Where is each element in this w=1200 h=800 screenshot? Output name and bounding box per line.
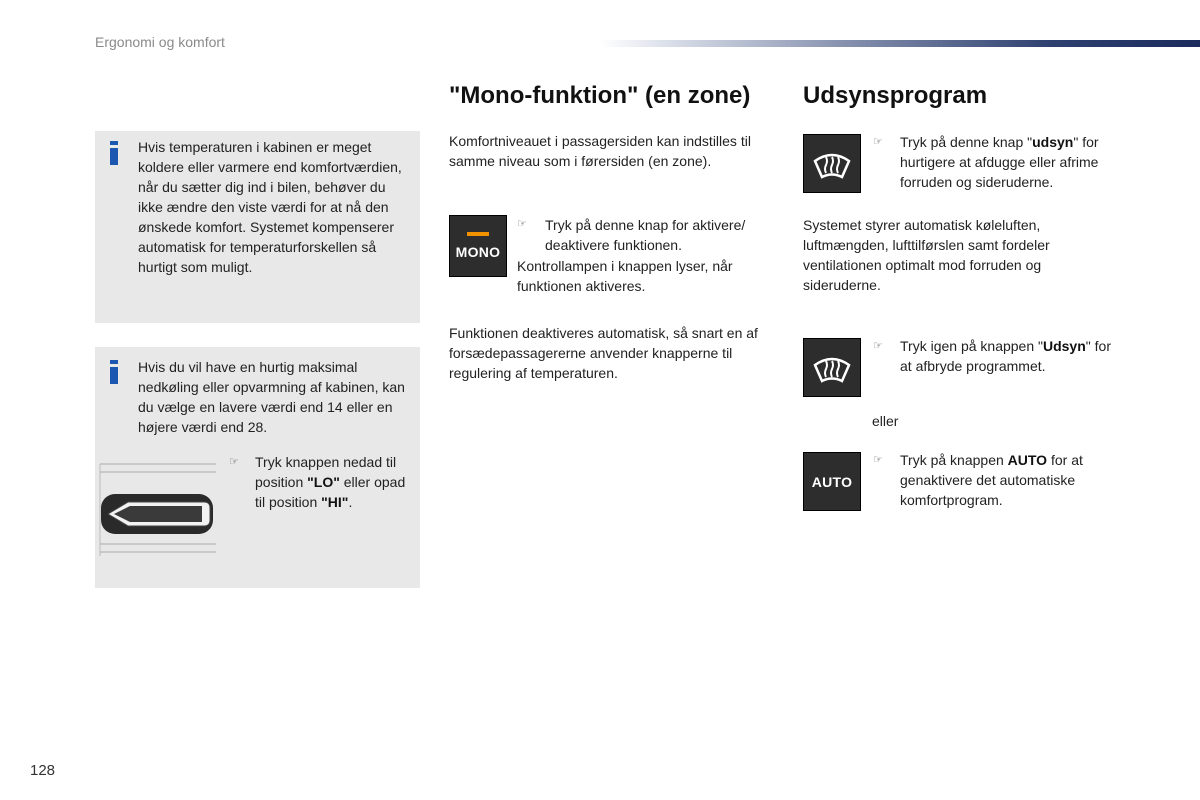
mono-title: "Mono-funktion" (en zone) bbox=[449, 82, 751, 109]
udsyn-step2 bbox=[900, 336, 1125, 376]
udsyn-step2-text-end: " for at afbryde programmet. bbox=[900, 338, 1111, 374]
defrost-button-2[interactable] bbox=[803, 338, 861, 397]
info-text-quick-cooling: Hvis du vil have en hurtig maksimal nedkøling eller opvarmning af kabinen, kan du vælge en lavere værdi end 14 eller en højere værdi end 28. bbox=[138, 359, 405, 435]
udsyn-step2-text: Tryk igen på knappen " bbox=[900, 338, 1043, 354]
mono-indicator-lamp bbox=[467, 232, 489, 236]
udsyn-step3-text: Tryk på knappen bbox=[900, 452, 1008, 468]
lo-label: "LO" bbox=[307, 474, 340, 490]
step-lo-hi-text: Tryk knappen nedad til position bbox=[255, 454, 397, 490]
step-lo-hi-text-mid: eller opad til position bbox=[255, 474, 406, 510]
udsyn-keyword-2: Udsyn bbox=[1042, 338, 1086, 354]
step-lo-hi bbox=[255, 452, 415, 512]
mono-button-label: MONO bbox=[455, 244, 501, 260]
mono-intro: Komfortniveauet i passagersiden kan indstilles til samme niveau som i førersiden (en zone). bbox=[449, 133, 751, 169]
windshield-defrost-icon bbox=[812, 351, 852, 385]
finger-pointer-icon: ☞ bbox=[873, 136, 883, 148]
defrost-button[interactable] bbox=[803, 134, 861, 193]
hi-label: "HI" bbox=[321, 494, 349, 510]
mono-step: Tryk på denne knap for aktivere/ deaktivere funktionen. bbox=[545, 217, 746, 253]
udsyn-step3 bbox=[900, 450, 1125, 510]
udsyn-system-text: Systemet styrer automatisk køleluften, luftmængden, lufttilførslen samt fordeler ventilationen optimalt mod forruden og sideruderne. bbox=[803, 217, 1050, 293]
mono-button[interactable] bbox=[449, 215, 507, 277]
mono-lamp-note: Kontrollampen i knappen lyser, når funktionen aktiveres. bbox=[517, 258, 733, 294]
auto-button[interactable] bbox=[803, 452, 861, 511]
info-icon bbox=[110, 360, 118, 384]
section-title: Ergonomi og komfort bbox=[95, 34, 225, 50]
mono-auto-off: Funktionen deaktiveres automatisk, så snart en af forsædepassagererne anvender knapperne til regulering af temperaturen. bbox=[449, 325, 758, 381]
auto-button-label: AUTO bbox=[811, 473, 853, 490]
udsyn-step1 bbox=[900, 132, 1125, 192]
auto-keyword: AUTO bbox=[1007, 452, 1048, 468]
info-text-temperature: Hvis temperaturen i kabinen er meget koldere eller varmere end komfortværdien, når du sætter dig ind i bilen, behøver du ikke ændre den viste værdi for at nå den ønskede komfort. Systemet kompenserer automatisk for temperaturforskellen så hurtigt som muligt. bbox=[138, 139, 402, 275]
header-bar bbox=[600, 40, 1200, 47]
udsyn-step1-text-end: " for hurtigere at afdugge eller afrime forruden og sideruderne. bbox=[900, 134, 1099, 190]
finger-pointer-icon: ☞ bbox=[873, 454, 883, 466]
finger-pointer-icon: ☞ bbox=[517, 218, 527, 230]
windshield-defrost-icon bbox=[812, 147, 852, 181]
udsyn-keyword: udsyn bbox=[1032, 134, 1074, 150]
udsyn-step3-text-end: for at genaktivere det automatiske komfortprogram. bbox=[900, 452, 1083, 508]
or-text: eller bbox=[872, 413, 899, 429]
udsyn-title: Udsynsprogram bbox=[803, 82, 988, 109]
step-lo-hi-text-end: . bbox=[348, 494, 353, 510]
temperature-control-illustration bbox=[98, 460, 220, 560]
finger-pointer-icon: ☞ bbox=[229, 456, 239, 468]
info-icon bbox=[110, 141, 118, 165]
finger-pointer-icon: ☞ bbox=[873, 340, 883, 352]
udsyn-step1-text: Tryk på denne knap " bbox=[900, 134, 1033, 150]
page-number: 128 bbox=[30, 762, 56, 779]
